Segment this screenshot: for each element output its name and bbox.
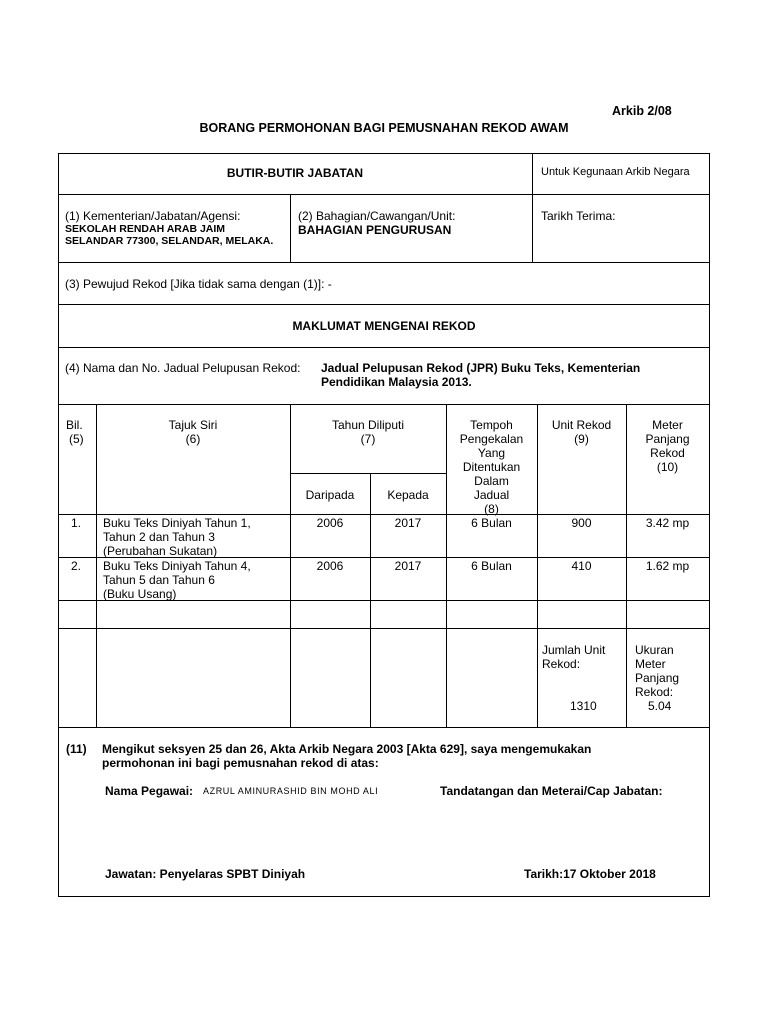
total-unit-label: Jumlah Unit Rekod:: [542, 643, 606, 671]
date-label: Tarikh:17 Oktober 2018: [524, 867, 656, 881]
header-tajuk-no: (6): [185, 432, 201, 446]
row-kepada: 2017: [394, 516, 422, 530]
row-tempoh: 6 Bulan: [471, 559, 512, 573]
row-bil: 1.: [71, 516, 82, 530]
header-daripada: Daripada: [305, 488, 355, 502]
ministry-value: SEKOLAH RENDAH ARAB JAIM SELANDAR 77300, SELANDAR, MELAKA.: [65, 223, 274, 247]
header-meter: Meter Panjang Rekod (10): [645, 418, 690, 474]
row-daripada: 2006: [316, 516, 344, 530]
record-creator-label: (3) Pewujud Rekod [Jika tidak sama dengan (1)]: -: [65, 277, 332, 291]
row-unit: 410: [571, 559, 592, 573]
row-meter: 1.62 mp: [645, 559, 690, 573]
total-unit-value: 1310: [570, 699, 597, 713]
row-tajuk: Buku Teks Diniyah Tahun 1, Tahun 2 dan Tahun 3 (Perubahan Sukatan): [103, 516, 251, 558]
header-tempoh: Tempoh Pengekalan Yang Ditentukan Dalam Jadual (8): [459, 418, 524, 516]
header-kepada: Kepada: [387, 488, 429, 502]
position-label: Jawatan: Penyelaras SPBT Diniyah: [105, 867, 306, 881]
declaration-text-line2: permohonan ini bagi pemusnahan rekod di atas:: [102, 756, 379, 770]
declaration-number: (11): [66, 742, 87, 756]
header-bil: Bil.: [66, 418, 83, 432]
division-value: BAHAGIAN PENGURUSAN: [298, 223, 452, 237]
total-meter-label: Ukuran Meter Panjang Rekod:: [635, 643, 680, 699]
officer-name-label: Nama Pegawai:: [105, 784, 194, 798]
row-bil: 2.: [71, 559, 82, 573]
schedule-value-line1: Jadual Pelupusan Rekod (JPR) Buku Teks, Kementerian: [321, 361, 641, 375]
dept-heading: BUTIR-BUTIR JABATAN: [226, 166, 364, 180]
row-unit: 900: [571, 516, 592, 530]
received-date-label: Tarikh Terima:: [541, 209, 616, 223]
archive-use-label: Untuk Kegunaan Arkib Negara: [541, 166, 690, 178]
header-tahun-no: (7): [360, 432, 376, 446]
officer-name-value: AZRUL AMINURASHID BIN MOHD ALI: [203, 786, 379, 796]
row-tajuk: Buku Teks Diniyah Tahun 4, Tahun 5 dan Tahun 6 (Buku Usang): [103, 559, 251, 601]
header-unit: Unit Rekod: [551, 418, 612, 432]
schedule-label: (4) Nama dan No. Jadual Pelupusan Rekod:: [65, 361, 301, 375]
form-reference: Arkib 2/08: [612, 104, 672, 118]
header-bil-no: (5): [69, 432, 84, 446]
row-daripada: 2006: [316, 559, 344, 573]
row-meter: 3.42 mp: [645, 516, 690, 530]
declaration-text-line1: Mengikut seksyen 25 dan 26, Akta Arkib Negara 2003 [Akta 629], saya mengemukakan: [102, 742, 592, 756]
total-meter-value: 5.04: [648, 699, 672, 713]
row-tempoh: 6 Bulan: [471, 516, 512, 530]
form-title: BORANG PERMOHONAN BAGI PEMUSNAHAN REKOD AWAM: [199, 121, 569, 135]
header-unit-no: (9): [574, 432, 589, 446]
signature-label: Tandatangan dan Meterai/Cap Jabatan:: [440, 784, 663, 798]
header-tajuk: Tajuk Siri: [168, 418, 218, 432]
row-kepada: 2017: [394, 559, 422, 573]
schedule-value-line2: Pendidikan Malaysia 2013.: [321, 375, 472, 389]
ministry-label: (1) Kementerian/Jabatan/Agensi:: [65, 209, 241, 223]
records-heading: MAKLUMAT MENGENAI REKOD: [292, 319, 476, 333]
header-tahun: Tahun Diliputi: [331, 418, 405, 432]
division-label: (2) Bahagian/Cawangan/Unit:: [298, 209, 456, 223]
